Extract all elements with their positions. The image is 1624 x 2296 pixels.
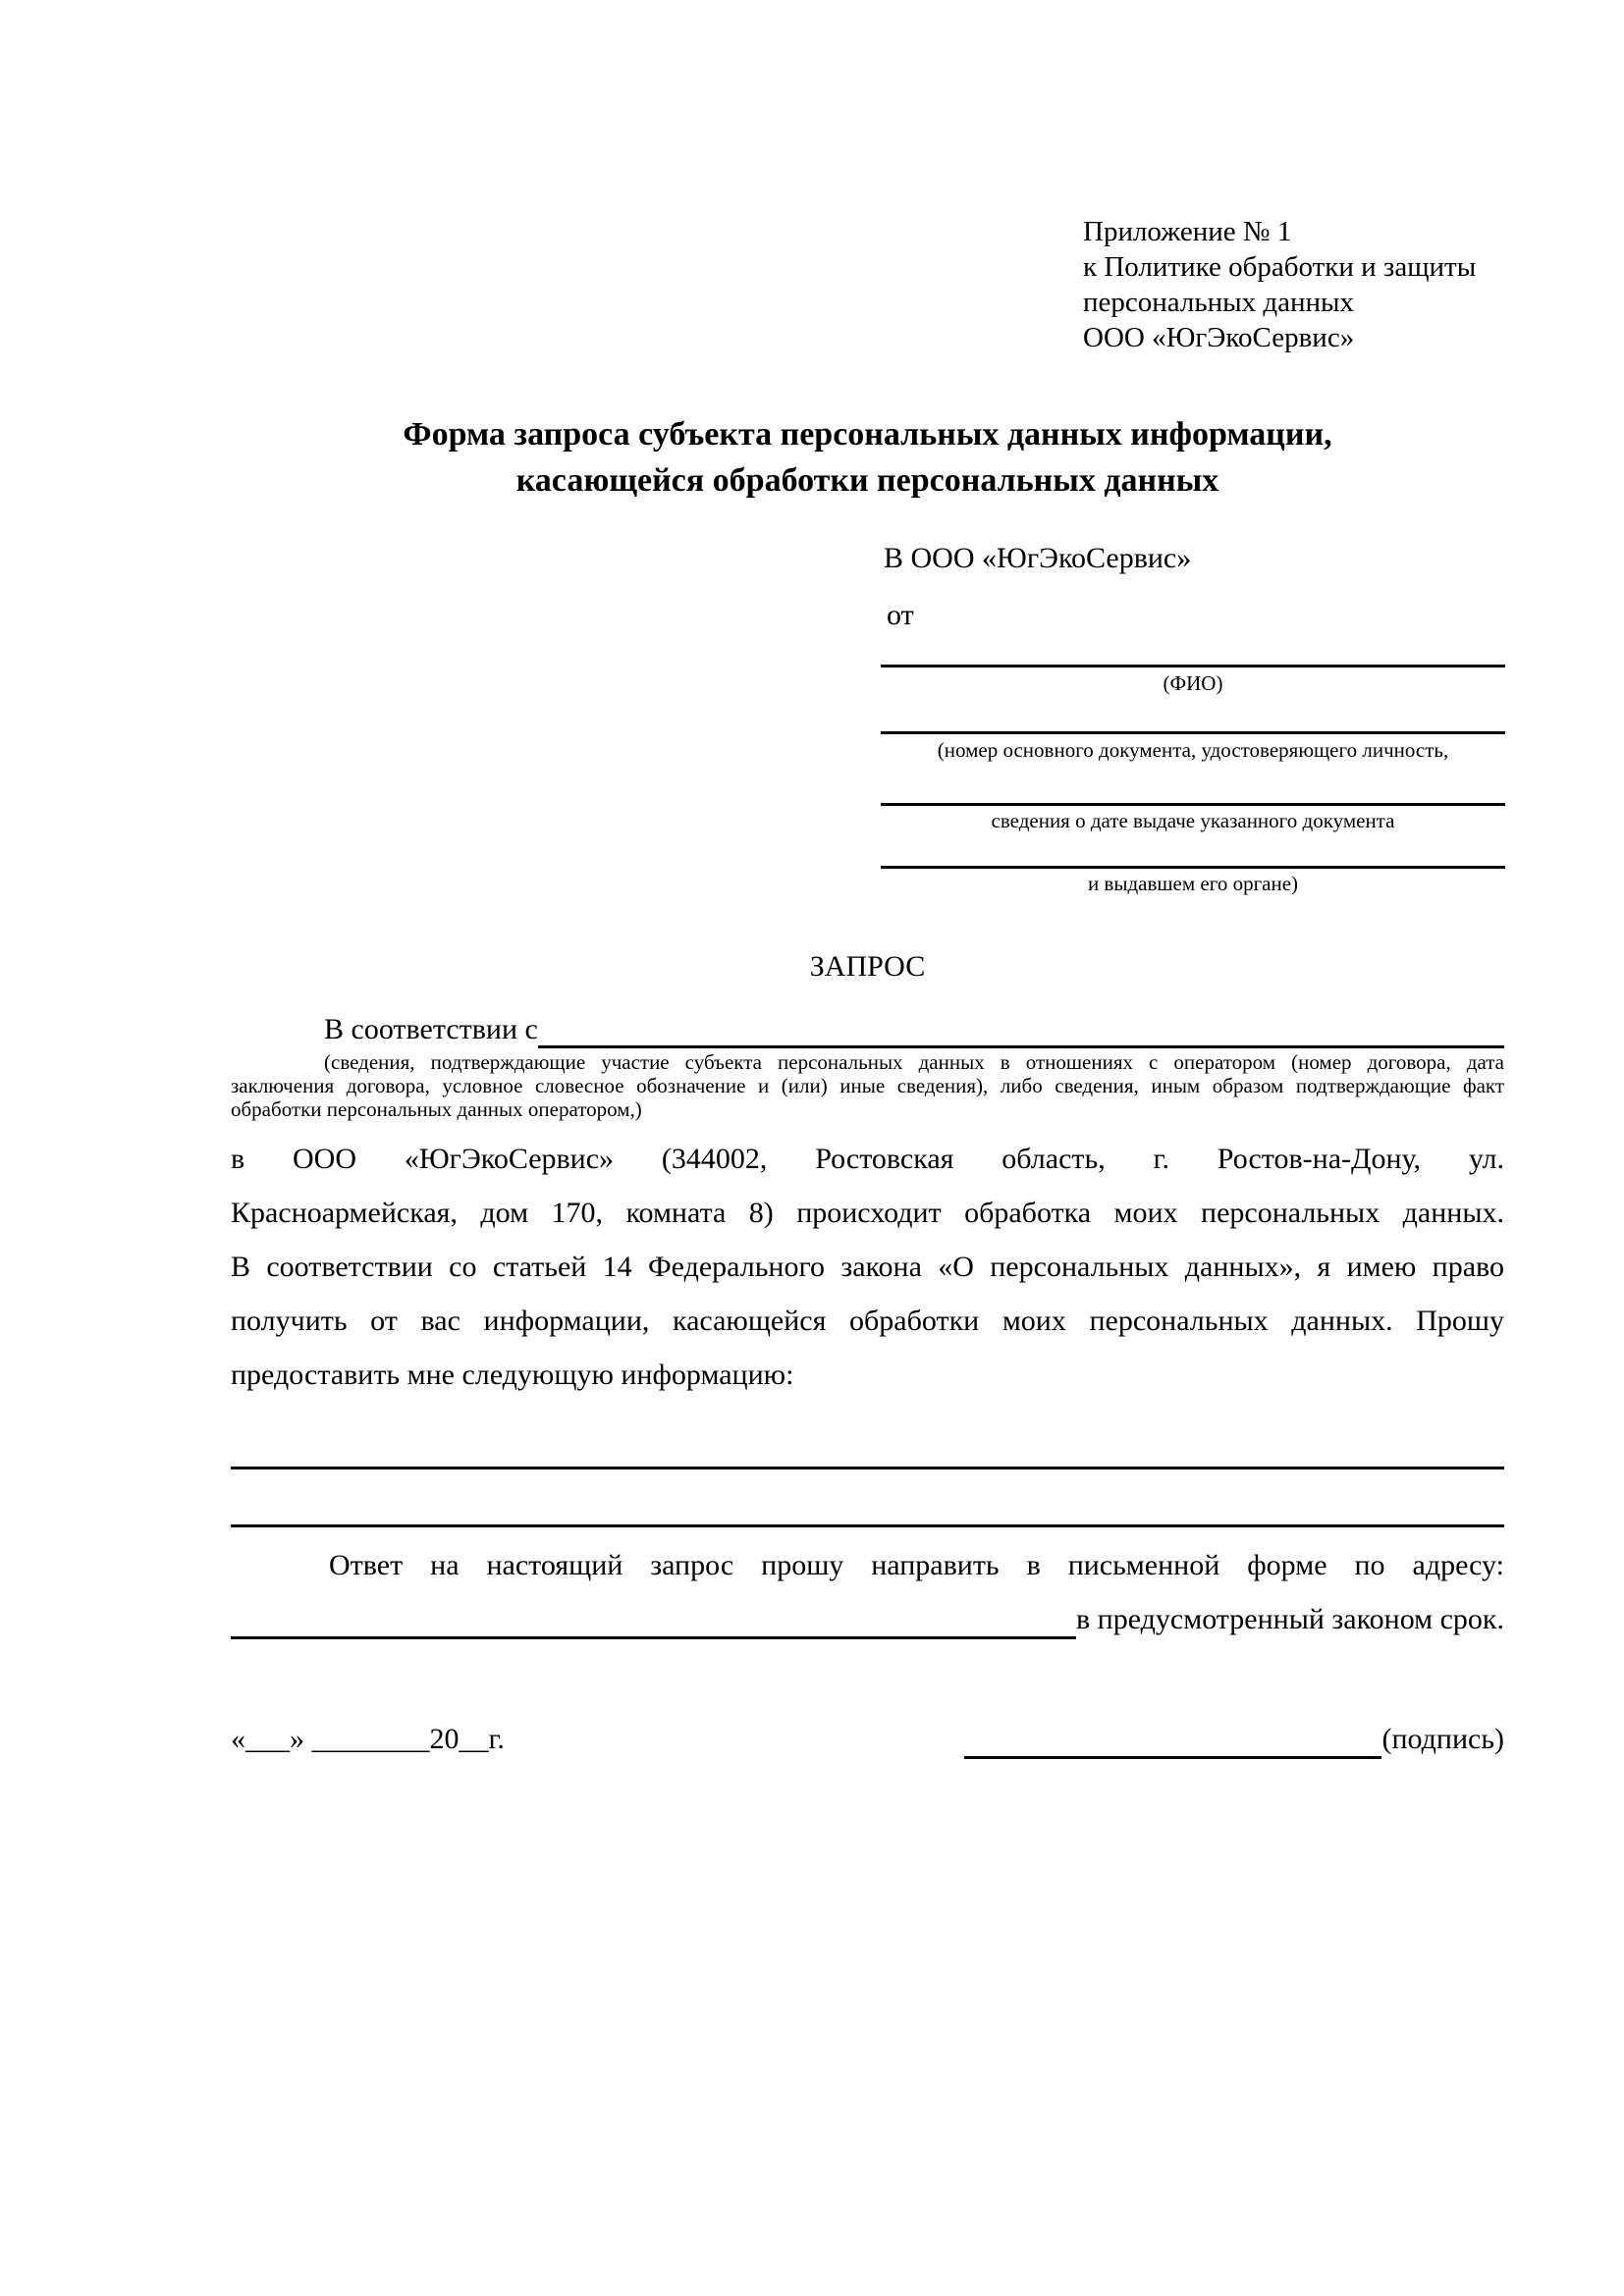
appendix-line-2: к Политике обработки и защиты [1083,251,1477,283]
request-heading: ЗАПРОС [809,950,926,983]
date-blank-text: «___» ________20__г. [231,1723,505,1755]
appendix-line-3: персональных данных [1083,287,1355,318]
document-number-blank-underline [881,731,1505,734]
title-line-1: Форма запроса субъекта персональных данных информации, [403,416,1332,453]
footnote-line-1: (сведения, подтверждающие участие субъекта персональных данных в отношениях с оператором (номер договора, дата [324,1050,1504,1074]
issuing-authority-caption: и выдавшем его органе) [1087,872,1299,895]
appendix-header [1083,214,1525,355]
appendix-line-1: Приложение № 1 [1083,216,1292,247]
intro-lead-text: В соответствии с [324,1013,538,1045]
title-line-2: касающейся обработки персональных данных [515,462,1219,499]
issue-date-blank-underline [881,803,1505,806]
body-paragraph [231,1132,1504,1402]
body-line-4: получить от вас информации, касающейся обработки моих персональных данных. Прошу [231,1305,1504,1337]
date-signature-row [231,1720,1504,1759]
body-line-5: предоставить мне следующую информацию: [231,1359,794,1391]
fio-blank-underline [881,665,1505,667]
footnote-line-2: заключения договора, условное словесное обозначение и (или) иные сведения), либо сведения, иным образом подтверждающие факт [231,1074,1504,1097]
signature-blank-underline [964,1717,1381,1759]
issue-date-caption: сведения о дате выдаче указанного документа [991,809,1395,832]
issuing-authority-blank-underline [881,866,1505,869]
intro-blank-underline [538,1008,1504,1048]
body-line-2: Красноармейская, дом 170, комната 8) происходит обработка моих персональных данных. [231,1197,1504,1229]
info-blank-underline-2 [231,1524,1504,1527]
signature-caption: (подпись) [1381,1723,1504,1755]
addressee-to: В ООО «ЮгЭкоСервис» [884,542,1192,574]
fio-caption: (ФИО) [1163,671,1223,695]
body-line-3: В соответствии со статьей 14 Федерального закона «О персональных данных», я имею право [231,1251,1504,1283]
addressee-from-label: от [887,599,914,631]
intro-row [231,1011,1504,1048]
document-number-caption: (номер основного документа, удостоверяющего личность, [937,738,1449,762]
reply-paragraph: Ответ на настоящий запрос прошу направить в письменной форме по адресу: [329,1549,1504,1581]
appendix-line-4: ООО «ЮгЭкоСервис» [1083,322,1355,353]
footnote-line-3: обработки персональных данных оператором,) [231,1097,642,1121]
reply-address-row [231,1600,1504,1639]
address-blank-underline [231,1597,1076,1639]
document-title [231,411,1504,504]
info-blank-underline-1 [231,1467,1504,1469]
intro-footnote [231,1050,1504,1121]
body-line-1: в ООО «ЮгЭкоСервис» (344002, Ростовская область, г. Ростов-на-Дону, ул. [231,1143,1504,1175]
reply-tail-text: в предусмотренный законом срок. [1076,1603,1504,1635]
